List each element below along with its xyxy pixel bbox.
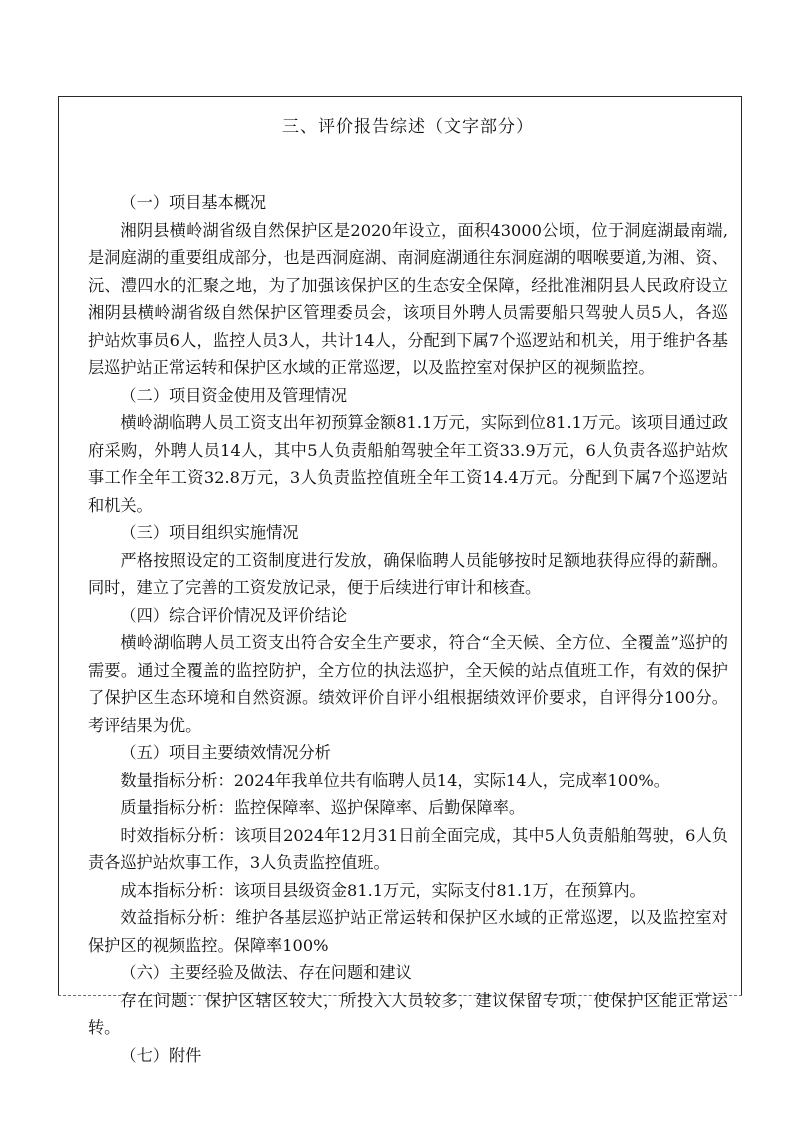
section-2-paragraph: 横岭湖临聘人员工资支出年初预算金额81.1万元，实际到位81.1万元。该项目通过政府采购，外聘人员14人，其中5人负责船舶驾驶全年工资33.9万元，6人负责各巡护站炊事工作全年工资32.8万元，3人负责监控值班全年工资14.4万元。分配到下属7个巡逻站和机关。 bbox=[88, 413, 728, 515]
quantity-indicator-paragraph: 数量指标分析：2024年我单位共有临聘人员14，实际14人，完成率100%。 bbox=[120, 770, 670, 790]
section-4-paragraph: 横岭湖临聘人员工资支出符合安全生产要求，符合“全天候、全方位、全覆盖”巡护的需要。通过全覆盖的监控防护，全方位的执法巡护，全天候的站点值班工作，有效的保护了保护区生态环境和自然资源。绩效评价自评小组根据绩效评价要求，自评得分100分。考评结果为优。 bbox=[88, 633, 728, 735]
document-body bbox=[88, 106, 728, 1069]
section-heading-2: （二）项目资金使用及管理情况 bbox=[120, 385, 348, 405]
section-1-paragraph: 湘阴县横岭湖省级自然保护区是2020年设立，面积43000公顷，位于洞庭湖最南端,是洞庭湖的重要组成部分，也是西洞庭湖、南洞庭湖通往东洞庭湖的咽喉要道,为湘、资、沅、澧四水的汇聚之地，为了加强该保护区的生态安全保障，经批准湘阴县人民政府设立湘阴县横岭湖省级自然保护区管理委员会，该项目外聘人员需要船只驾驶人员5人，各巡护站炊事员6人，监控人员3人，共计14人，分配到下属7个巡逻站和机关，用于维护各基层巡护站正常运转和保护区水域的正常巡逻，以及监控室对保护区的视频监控。 bbox=[88, 220, 728, 377]
benefit-indicator-paragraph: 效益指标分析：维护各基层巡护站正常运转和保护区水域的正常巡逻，以及监控室对保护区的视频监控。保障率100% bbox=[88, 908, 728, 955]
timeliness-indicator-paragraph: 时效指标分析：该项目2024年12月31日前全面完成，其中5人负责船舶驾驶，6人负责各巡护站炊事工作，3人负责监控值班。 bbox=[88, 825, 728, 872]
document-title: 三、评价报告综述（文字部分） bbox=[282, 117, 534, 137]
cost-indicator-paragraph: 成本指标分析：该项目县级资金81.1万元，实际支付81.1万，在预算内。 bbox=[120, 880, 646, 900]
section-heading-4: （四）综合评价情况及评价结论 bbox=[120, 605, 348, 625]
quality-indicator-paragraph: 质量指标分析：监控保障率、巡护保障率、后勤保障率。 bbox=[120, 798, 526, 817]
section-3-paragraph: 严格按照设定的工资制度进行发放，确保临聘人员能够按时足额地获得应得的薪酬。同时，建立了完善的工资发放记录，便于后续进行审计和核查。 bbox=[88, 550, 728, 597]
section-heading-3: （三）项目组织实施情况 bbox=[120, 523, 299, 542]
section-6-paragraph: 存在问题：保护区辖区较大，所投入人员较多，建议保留专项，使保护区能正常运转。 bbox=[88, 990, 728, 1037]
section-heading-5: （五）项目主要绩效情况分析 bbox=[120, 743, 331, 762]
section-heading-7: （七）附件 bbox=[120, 1045, 202, 1065]
section-heading-6: （六）主要经验及做法、存在问题和建议 bbox=[120, 963, 412, 982]
section-heading-1: （一）项目基本概况 bbox=[120, 193, 267, 212]
